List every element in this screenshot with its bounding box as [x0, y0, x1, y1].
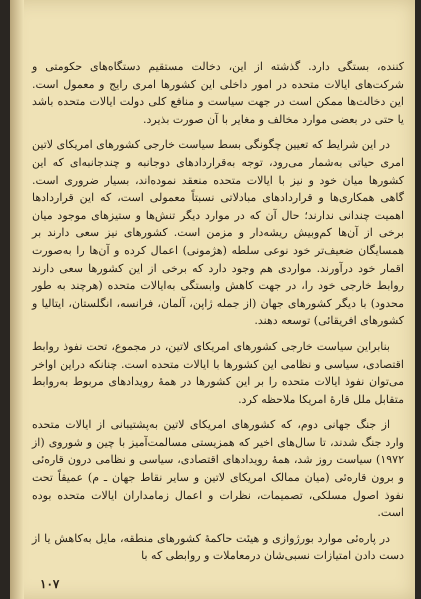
body-text: [32, 58, 404, 573]
paragraph: از جنگ جهانی دوم، که کشورهای امریکای لاتین به‌پشتیبانی از ایالات متحده وارد جنگ شدند، تا سال‌های اخیر که همزیستی مسالمت‌آمیز با چین و شوروی (از ۱۹۷۲) سیاست روز شد، همهٔ رویدادهای اقتصادی، سیاسی و نظامی درون قاره‌ئی و برون قاره‌ئی (میان ممالک امریکای لاتین و سایر نقاط جهان ـ م) عمیقاً تحت نفوذ اصول مسلکی، تصمیمات، نظرات و اعمال زمامداران ایالات متحده بوده است.: [32, 418, 404, 520]
page-number: ۱۰۷: [40, 577, 60, 591]
paragraph: بنابراین سیاست خارجی کشورهای امریکای لاتین، در مجموع، تحت نفوذ روابط اقتصادی، سیاسی و نظامی این کشورها با ایالات متحده است. چنانکه دراین اواخر می‌توان نفوذ ایالات متحده را بر این کشورها در همهٔ رویدادهای مربوط به‌روابط متقابل ملل قارهٔ امریکا ملاحظه کرد.: [32, 339, 404, 406]
paragraph: کننده، بستگی دارد. گذشته از این، دخالت مستقیم دستگاه‌های حکومتی و شرکت‌های ایالات متحده در امور داخلی این کشورها امری رایج و معمول است. این دخالت‌ها ممکن است در جهت سیاست و منافع کلی دولت ایالات متحده باشد یا حتی در بعضی موارد مخالف و مغایر با آن صورت بذیرد.: [32, 60, 404, 126]
book-page: [10, 0, 415, 599]
paragraph: در این شرایط که تعیین چگونگی بسط سیاست خارجی کشورهای امریکای لاتین امری حیاتی به‌شمار می‌رود، توجه به‌قراردادهای دوجانبه و چندجانبه‌ای که این کشورها میان خود و نیز با ایالات متحده منعقد نموده‌اند، بسیار ضروری است. گاهی همکاری‌ها و قراردادهای مبادلاتی نسبتاً معمولی است، که این قراردادها اهمیت چندانی ندارند؛ حال آن که در موارد دیگر تنش‌ها و ستیزهای موجود میان برخی از آن‌ها کم‌وبیش ریشه‌دار و مزمن است. کشورهای نیز سعی دارند بر همسایگان ضعیف‌تر خود نوعی سلطه (هژمونی) اعمال کرده و آن‌ها را به‌صورت اقمار خود درآورند. مواردی هم وجود دارد که برخی از این کشورها سعی دارند روابط خارجی خود را، در جهت کاهش وابستگی به‌ایالات متحده (هرچند به طور محدود) با دیگر کشورهای جهان (از جمله ژاپن، آلمان، فرانسه، انگلستان، ایتالیا و کشورهای افریقائی) توسعه دهند.: [32, 138, 404, 328]
paragraph: در پاره‌ئی موارد بورژوازی و هیئت حاکمهٔ کشورهای منطقه، مایل به‌کاهش یا از دست دادن امتیازات نسبی‌شان درمعاملات و روابطی که با: [32, 531, 404, 563]
page-gutter: [10, 0, 24, 599]
